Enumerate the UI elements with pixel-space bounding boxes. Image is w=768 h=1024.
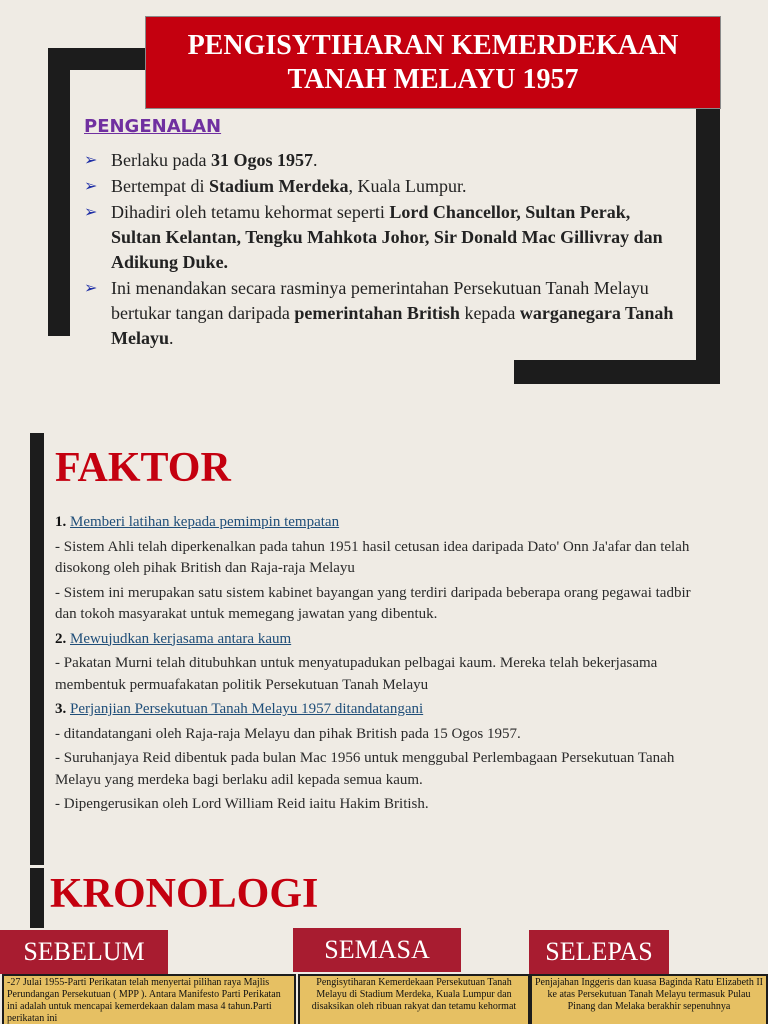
faktor-item-link[interactable]: Memberi latihan kepada pemimpin tempatan — [70, 514, 340, 530]
faktor-item-heading — [55, 629, 715, 651]
intro-bullet-text: Dihadiri oleh tetamu kehormat seperti — [111, 202, 390, 222]
intro-bullet-text: , Kuala Lumpur. — [348, 176, 467, 196]
faktor-item-number: 2. — [55, 630, 70, 647]
faktor-item-line: - ditandatangani oleh Raja-raja Melayu dan pihak British pada 15 Ogos 1957. — [55, 725, 521, 742]
faktor-item-link[interactable]: Perjanjian Persekutuan Tanah Melayu 1957 ditandatangani — [70, 701, 424, 717]
faktor-item-line: - Sistem Ahli telah diperkenalkan pada tahun 1951 hasil cetusan idea daripada Dato' Onn Ja'afar dan telah disokong oleh pihak British dan Raja-raja Melayu — [55, 538, 690, 576]
frame-bar-left — [48, 48, 70, 336]
faktor-item-line: - Sistem ini merupakan satu sistem kabinet bayangan yang terdiri daripada beberapa orang pegawai tadbir dan tokoh masyarakat untuk memegang jawatan yang dibentuk. — [55, 584, 691, 622]
faktor-body — [55, 512, 715, 819]
intro-bullet-text: kepada — [459, 303, 520, 323]
intro-bullet-text: Ini menandakan secara rasminya pemerintahan Persekutuan Tanah Melayu bertukar tangan daripada — [111, 278, 649, 323]
intro-bullet-list — [84, 148, 684, 352]
sebelum-text-box: -27 Julai 1955-Parti Perikatan telah menyertai pilihan raya Majlis Perundangan Persekutuan ( MPP ). Antara Manifesto Parti Perikatan ini adalah untuk mencapai kemerdekaan dalam masa 4 tahun.Parti perikatan ini — [2, 974, 296, 1024]
intro-bullet-text: warganegara Tanah Melayu — [111, 303, 674, 348]
intro-heading: PENGENALAN — [84, 116, 222, 137]
intro-title-box — [145, 16, 721, 109]
tab-semasa[interactable]: SEMASA — [293, 928, 461, 972]
semasa-text-box: Pengisytiharan Kemerdekaan Persekutuan Tanah Melayu di Stadium Merdeka, Kuala Lumpur dan disaksikan oleh ribuan rakyat dan tetamu kehormat — [298, 974, 530, 1024]
faktor-item-heading — [55, 699, 715, 721]
faktor-item-link[interactable]: Mewujudkan kerjasama antara kaum — [70, 630, 292, 647]
intro-bullet-item — [84, 148, 684, 173]
arrow-bullet-icon: ➢ — [84, 204, 98, 221]
kronologi-side-bar — [30, 868, 44, 928]
selepas-text-box: Penjajahan Inggeris dan kuasa Baginda Ratu Elizabeth II ke atas Persekutuan Tanah Melayu termasuk Pulau Pinang dan Melaka berakhir sepenuhnya — [530, 974, 768, 1024]
frame-bar-bottom — [514, 360, 720, 384]
faktor-item-heading — [55, 512, 715, 534]
intro-bullet-text: Lord Chancellor, Sultan Perak, Sultan Kelantan, Tengku Mahkota Johor, Sir Donald Mac Gillivray dan Adikung Duke. — [111, 202, 663, 272]
tab-selepas[interactable]: SELEPAS — [529, 930, 669, 974]
intro-bullet-item — [84, 276, 684, 351]
faktor-item-line: - Dipengerusikan oleh Lord William Reid iaitu Hakim British. — [55, 796, 429, 812]
frame-bar-right — [696, 108, 720, 384]
intro-bullet-item — [84, 200, 684, 275]
faktor-item-line: - Suruhanjaya Reid dibentuk pada bulan Mac 1956 untuk menggubal Perlembagaan Persekutuan Tanah Melayu yang merdeka bagi berlaku adil kepada semua kaum. — [55, 750, 675, 788]
intro-title-line1: PENGISYTIHARAN KEMERDEKAAN — [187, 29, 679, 61]
intro-bullet-text: . — [169, 328, 174, 348]
faktor-title: FAKTOR — [55, 445, 231, 491]
intro-bullet-text: . — [312, 150, 318, 170]
arrow-bullet-icon: ➢ — [84, 178, 98, 195]
intro-bullet-text: 31 Ogos 1957 — [210, 150, 313, 170]
faktor-side-bar — [30, 433, 44, 865]
arrow-bullet-icon: ➢ — [84, 280, 98, 297]
faktor-item-number: 3. — [55, 701, 70, 717]
kronologi-title: KRONOLOGI — [50, 871, 319, 917]
intro-bullet-text: Stadium Merdeka — [208, 176, 349, 196]
intro-title-line2: TANAH MELAYU 1957 — [287, 63, 579, 95]
intro-bullet-text: pemerintahan British — [294, 303, 460, 323]
intro-bullet-text: Berlaku pada — [111, 150, 211, 170]
faktor-item-line: - Pakatan Murni telah ditubuhkan untuk menyatupadukan pelbagai kaum. Mereka telah bekerjasama membentuk permuafakatan politik Persekutuan Tanah Melayu — [55, 655, 658, 693]
tab-sebelum[interactable]: SEBELUM — [0, 930, 168, 974]
intro-bullet-item — [84, 174, 684, 199]
arrow-bullet-icon: ➢ — [84, 152, 98, 169]
intro-bullet-text: Bertempat di — [111, 176, 209, 196]
faktor-item-number: 1. — [55, 514, 70, 530]
frame-bar-top — [48, 48, 148, 70]
